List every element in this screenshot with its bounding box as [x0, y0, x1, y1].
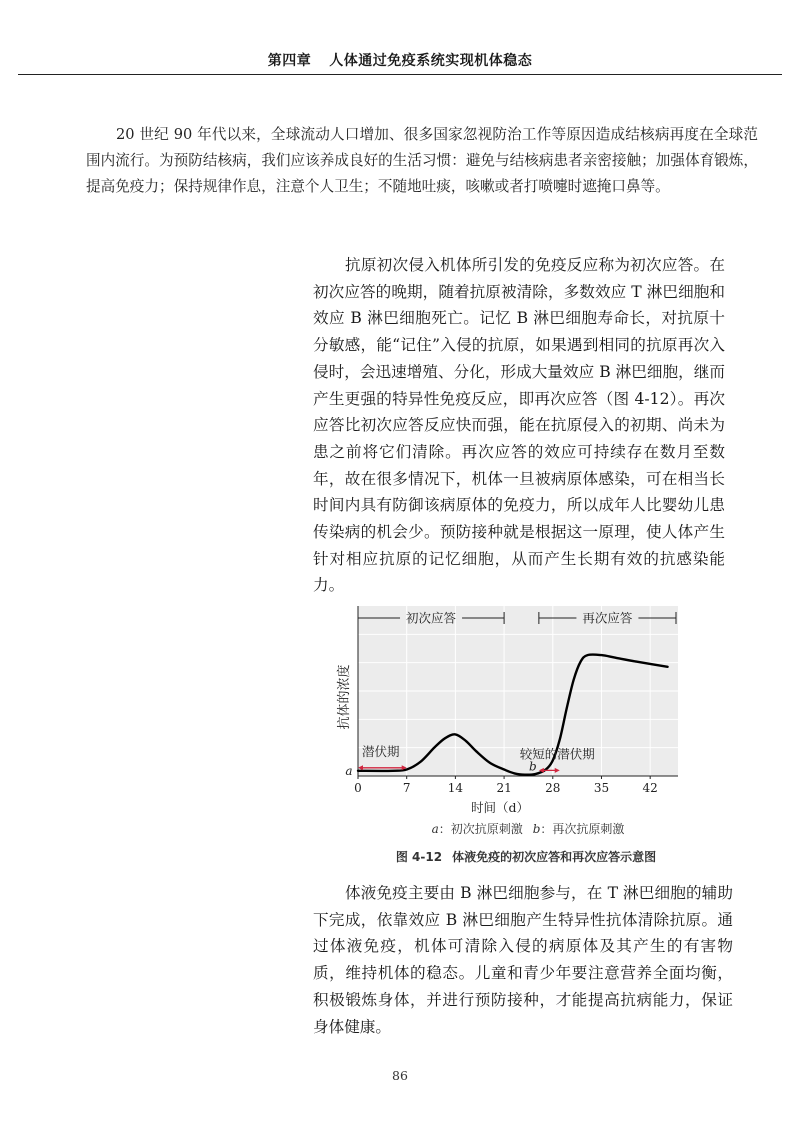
legend-a-letter: a — [431, 822, 439, 836]
header-rule — [18, 74, 782, 75]
figure-caption — [330, 848, 700, 865]
x-tick-label: 14 — [447, 781, 464, 795]
paragraph-tuberculosis: 20 世纪 90 年代以来，全球流动人口增加、很多国家忽视防治工作等原因造成结核病再度在全球范围内流行。为预防结核病，我们应该养成良好的生活习惯：避免与结核病患者亲密接触；加强体育锻炼，提高免疫力；保持规律作息，注意个人卫生；不随地吐痰，咳嗽或者打喷嚏时遮掩口鼻等。 — [86, 126, 758, 195]
chapter-number: 第四章 — [267, 53, 312, 69]
x-tick-label: 21 — [496, 781, 512, 795]
legend-b-text: ：再次抗原刺激 — [540, 822, 625, 836]
x-tick-label: 7 — [402, 781, 411, 795]
figure-number: 图 4-12 — [395, 850, 443, 864]
y-axis-label: 抗体的浓度 — [337, 664, 352, 730]
legend-b-letter: b — [532, 822, 541, 836]
x-axis-label: 时间（d） — [470, 800, 530, 815]
x-tick-labels — [354, 776, 658, 795]
latency-label: 较短的潜伏期 — [519, 746, 595, 762]
x-tick-label: 35 — [593, 781, 610, 795]
x-tick-label: 28 — [545, 781, 561, 795]
paragraph-immune-response: 抗原初次侵入机体所引发的免疫反应称为初次应答。在初次应答的晚期，随着抗原被清除，多数效应 T 淋巴细胞和效应 B 淋巴细胞死亡。记忆 B 淋巴细胞寿命长，对抗原十分敏感，能“记住”入侵的抗原，如果遇到相同的抗原再次入侵时，会迅速增殖、分化，形成大量效应 B 淋巴细胞，继而产生更强的特异性免疫反应，即再次应答（图 4-12）。再次应答比初次应答反应快而强，能在抗原侵入的初期、尚未为患之前将它们清除。再次应答的效应可持续存在数月至数年，故在很多情况下，机体一旦被病原体感染，可在相当长时间内具有防御该病原体的免疫力，所以成年人比婴幼儿患传染病的机会少。预防接种就是根据这一原理，使人体产生针对相应抗原的记忆细胞，从而产生长期有效的抗感染能力。 — [313, 256, 725, 595]
latency-label: 潜伏期 — [362, 743, 400, 759]
x-tick-label: 42 — [642, 781, 658, 795]
paragraph-humoral-immunity: 体液免疫主要由 B 淋巴细胞参与，在 T 淋巴细胞的辅助下完成，依靠效应 B 淋巴细胞产生特异性抗体清除抗原。通过体液免疫，机体可清除入侵的病原体及其产生的有害物质，维持机体的稳态。儿童和青少年要注意营养全面均衡，积极锻炼身体，并进行预防接种，才能提高抗病能力，保证身体健康。 — [313, 884, 733, 1036]
running-header — [0, 50, 800, 70]
chapter-title: 人体通过免疫系统实现机体稳态 — [329, 53, 533, 69]
figure-title: 体液免疫的初次应答和再次应答示意图 — [452, 850, 657, 864]
stimulus-marker-a: a — [345, 763, 353, 778]
chart-svg — [330, 598, 700, 820]
figure-4-12-chart — [330, 598, 700, 820]
page-number: 86 — [392, 1068, 408, 1083]
phase-label: 再次应答 — [582, 610, 633, 626]
legend-a-text: ：初次抗原刺激 — [438, 822, 523, 836]
x-tick-label: 0 — [354, 781, 362, 795]
phase-label: 初次应答 — [406, 610, 457, 626]
figure-legend — [330, 820, 700, 837]
stimulus-marker-b: b — [529, 759, 537, 774]
